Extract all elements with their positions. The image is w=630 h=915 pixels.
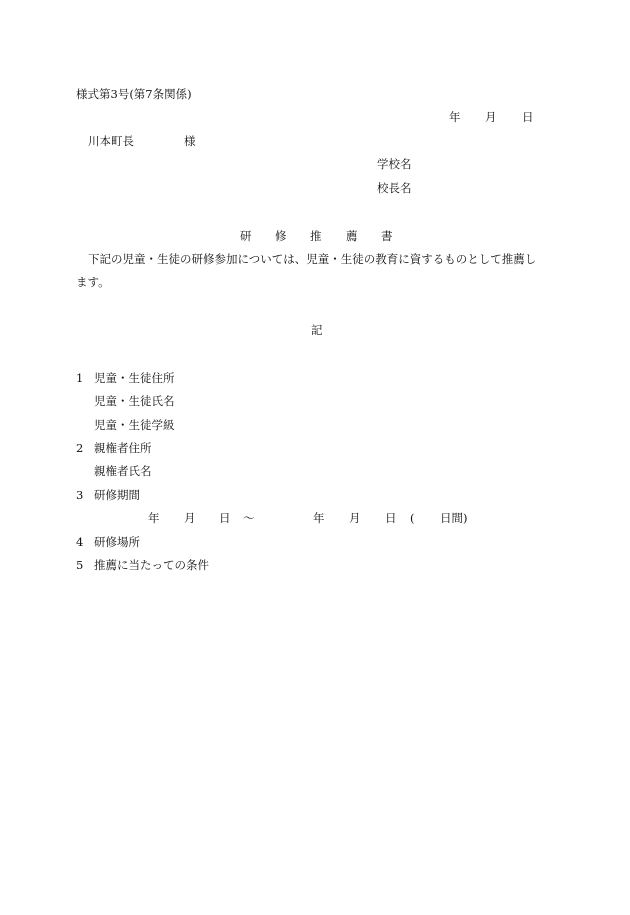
- period-start-year: 年: [148, 511, 160, 525]
- period-tilde: 〜: [243, 511, 255, 525]
- period-end-year: 年: [313, 511, 325, 525]
- period-end-day: 日: [385, 511, 397, 525]
- item-4-label: 研修場所: [94, 535, 140, 549]
- body-text-line-1: 下記の児童・生徒の研修参加については、児童・生徒の教育に資するものとして推薦し: [88, 252, 537, 266]
- date-year-label: 年: [449, 110, 461, 124]
- item-5-number: 5: [76, 558, 84, 572]
- item-2-number: 2: [76, 441, 84, 455]
- period-end-month: 月: [349, 511, 361, 525]
- title-char-1: 研: [240, 229, 252, 243]
- form-number: 様式第3号(第7条関係): [76, 87, 192, 101]
- ki-heading: 記: [311, 323, 323, 337]
- title-char-2: 修: [275, 229, 287, 243]
- period-start-day: 日: [219, 511, 231, 525]
- addressee-name: 川本町長: [88, 134, 134, 148]
- item-3-label: 研修期間: [94, 488, 140, 502]
- item-5-label: 推薦に当たっての条件: [94, 558, 209, 572]
- title-char-3: 推: [310, 229, 322, 243]
- principal-name-label: 校長名: [377, 181, 412, 195]
- period-days: 日間): [440, 511, 468, 525]
- addressee-honorific: 様: [184, 134, 196, 148]
- item-1-number: 1: [76, 371, 84, 385]
- item-2-sub-1: 親権者氏名: [94, 464, 152, 478]
- date-day-label: 日: [522, 110, 534, 124]
- item-1-sub-1: 児童・生徒氏名: [94, 394, 175, 408]
- date-month-label: 月: [485, 110, 497, 124]
- item-1-label: 児童・生徒住所: [94, 371, 175, 385]
- item-3-number: 3: [76, 488, 84, 502]
- title-char-4: 薦: [346, 229, 358, 243]
- period-open-paren: (: [410, 511, 415, 525]
- item-4-number: 4: [76, 535, 84, 549]
- body-text-line-2: ます。: [76, 275, 110, 289]
- title-char-5: 書: [381, 229, 393, 243]
- item-2-label: 親権者住所: [94, 441, 152, 455]
- school-name-label: 学校名: [377, 157, 412, 171]
- period-start-month: 月: [184, 511, 196, 525]
- item-1-sub-2: 児童・生徒学級: [94, 418, 175, 432]
